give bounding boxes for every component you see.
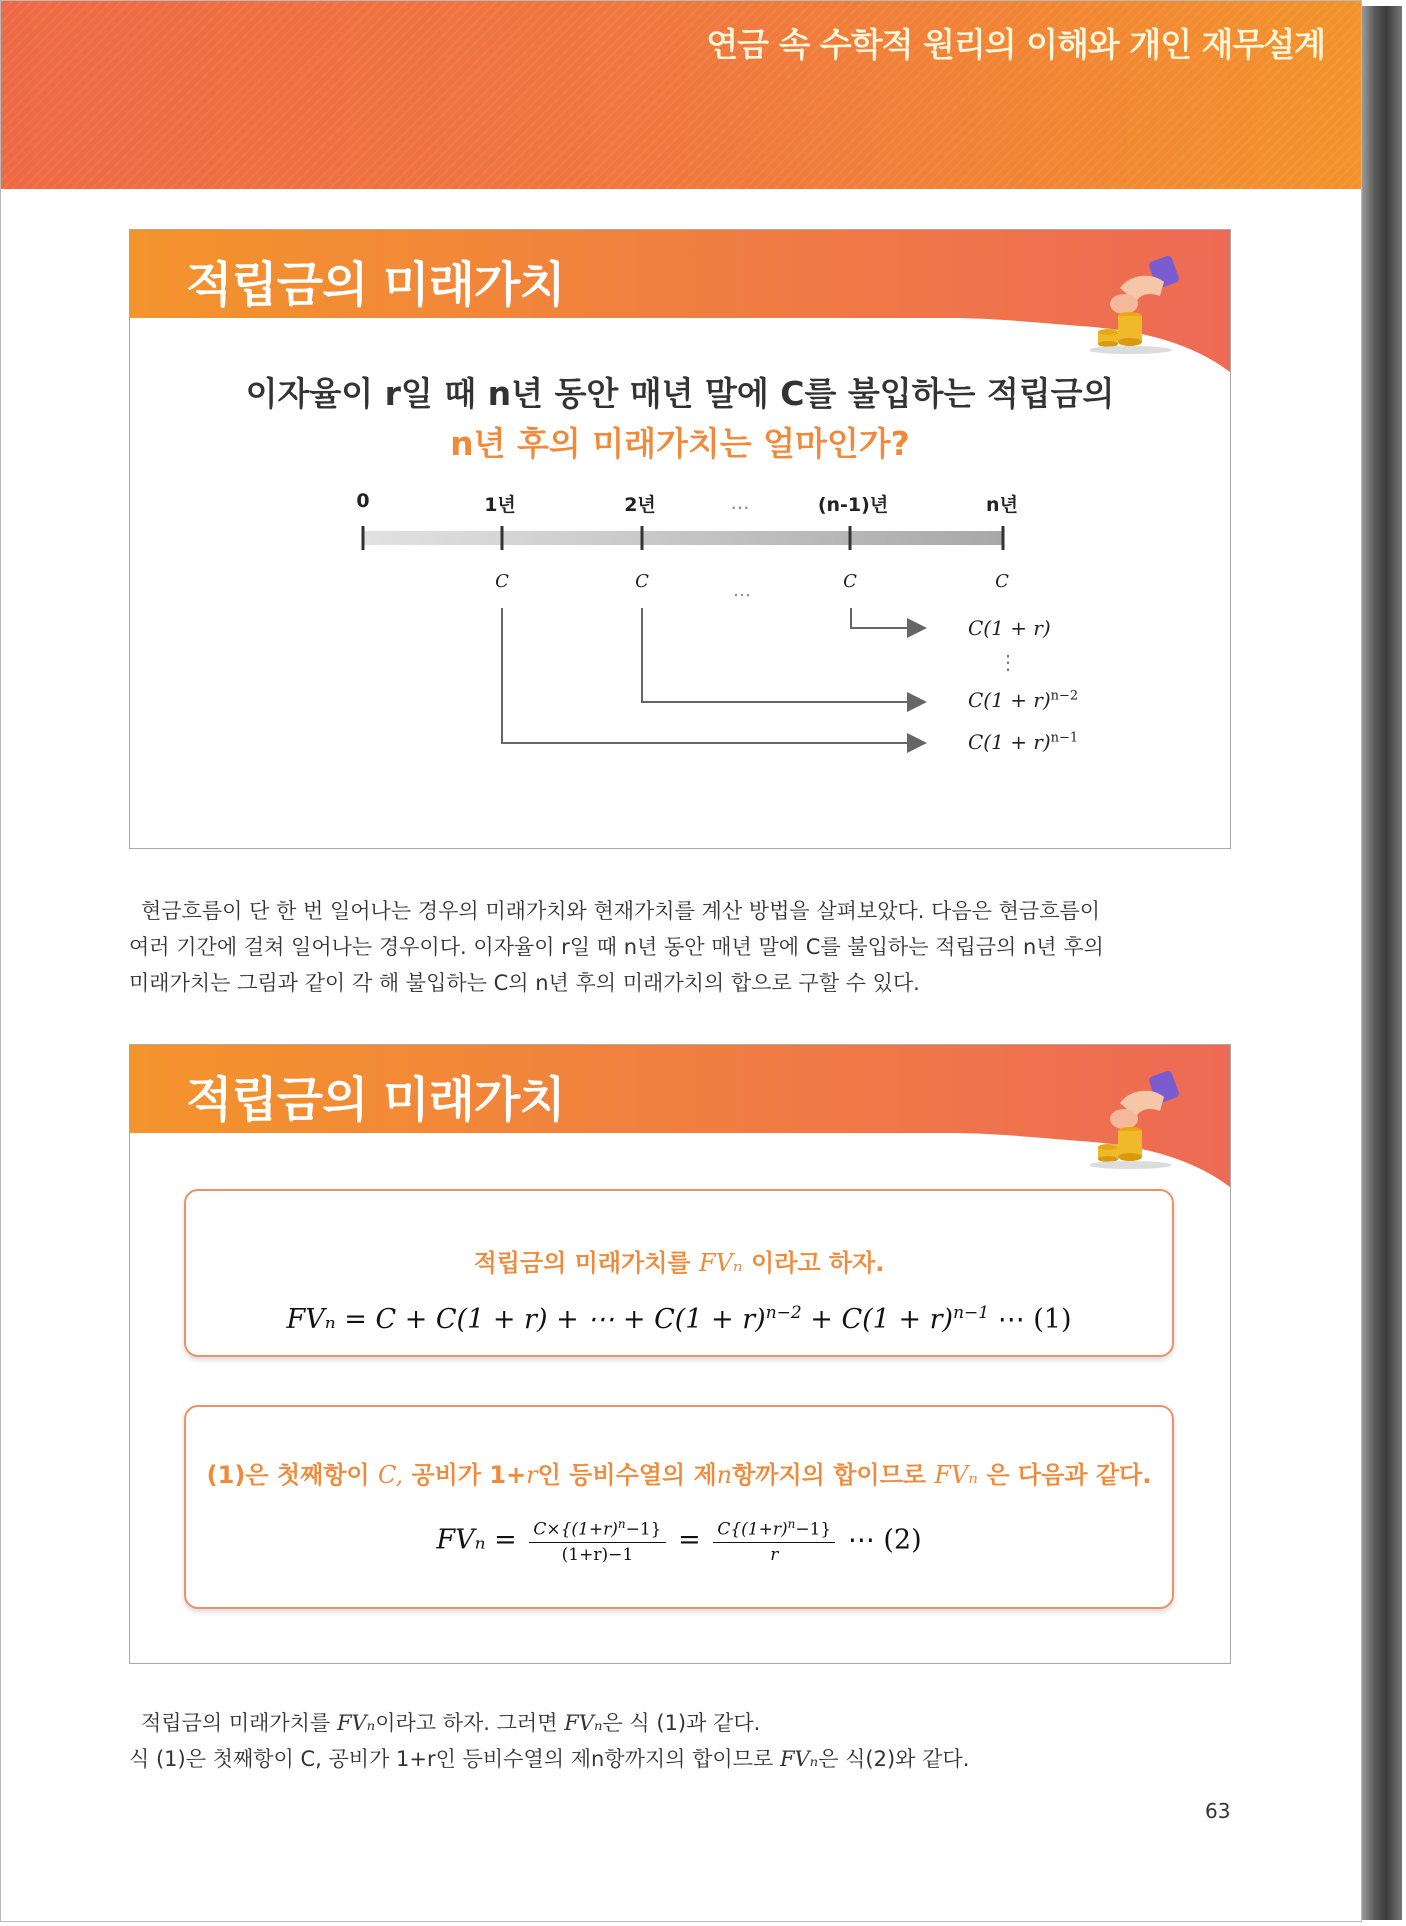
card-banner xyxy=(130,1045,1230,1155)
fraction-1: $\frac{C\times\{(1+r)^n-1\}}{(1+r)-1}$ xyxy=(529,1517,665,1565)
timeline-label-2: 2년 xyxy=(624,494,656,516)
arrow-2 xyxy=(642,608,923,702)
timeline-label-n-1: (n-1)년 xyxy=(817,494,889,516)
paragraph-1-line-3: 미래가치는 그림과 같이 각 해 불입하는 C의 n년 후의 미래가치의 합으로 구할 수 있다. xyxy=(129,971,920,995)
payment-n-1: C xyxy=(843,571,857,592)
formula-box-2 xyxy=(184,1405,1174,1609)
figure-card-formula xyxy=(129,1044,1231,1664)
paragraph-2-line-2: 식 (1)은 첫째항이 C, 공비가 1+r인 등비수열의 제n항까지의 합이므로 FVₙ은 식(2)와 같다. xyxy=(129,1747,970,1771)
header-title: 연금 속 수학적 원리의 이해와 개인 재무설계 xyxy=(706,25,1325,64)
body-paragraph-1 xyxy=(129,893,1229,1001)
question-line-1: 이자율이 r일 때 n년 동안 매년 말에 C를 불입하는 적립금의 xyxy=(245,374,1115,413)
coin-hand-icon xyxy=(1090,252,1200,362)
timeline-label-0: 0 xyxy=(356,490,370,512)
result-vdots: ⋮ xyxy=(998,650,1018,674)
payment-n: C xyxy=(995,571,1009,592)
timeline-label-ellipsis: … xyxy=(730,492,750,514)
card-title: 적립금의 미래가치 xyxy=(186,1072,565,1128)
paragraph-2-line-1: 적립금의 미래가치를 FVₙ이라고 하자. 그러면 FVₙ은 식 (1)과 같다. xyxy=(141,1711,761,1735)
result-2: $C(1 + r)^{n-2}$ xyxy=(968,688,1079,712)
fraction-2: $\frac{C\{(1+r)^n-1\}}{r}$ xyxy=(713,1517,835,1565)
coin-hand-icon xyxy=(1090,1067,1200,1177)
page-header xyxy=(1,1,1361,189)
payment-2: C xyxy=(635,571,649,592)
card-title: 적립금의 미래가치 xyxy=(186,257,565,313)
formula-box-1 xyxy=(184,1189,1174,1357)
formula-2: FVₙ = $\frac{C\times\{(1+r)^n-1\}}{(1+r)-1}$ = $\frac{C\{(1+r)^n-1\}}{r}$ ⋯ (2) xyxy=(436,1517,922,1565)
book-page-edge xyxy=(1362,6,1402,1920)
paragraph-1-line-1: 현금흐름이 단 한 번 일어나는 경우의 미래가치와 현재가치를 계산 방법을 살펴보았다. 다음은 현금흐름이 xyxy=(141,899,1101,923)
body-paragraph-2 xyxy=(129,1705,1229,1777)
payment-ellipsis: … xyxy=(733,580,751,601)
formula-1: FVₙ = C + C(1 + r) + ⋯ + $C(1 + r)^{n-2} + C(1 + r)^{n-1}$ ⋯ (1) xyxy=(286,1303,1072,1335)
page-number: 63 xyxy=(1205,1799,1231,1823)
timeline-label-1: 1년 xyxy=(484,494,516,516)
card-banner xyxy=(130,230,1230,340)
arrow-n-1 xyxy=(851,608,923,628)
figure-card-timeline xyxy=(129,229,1231,849)
result-n-1: C(1 + r) xyxy=(968,616,1051,640)
formula-1-caption: 적립금의 미래가치를 FVₙ 이라고 하자. xyxy=(473,1249,885,1277)
timeline-bar xyxy=(363,531,1004,545)
payment-1: C xyxy=(495,571,509,592)
cashflow-timeline xyxy=(130,490,1230,790)
timeline-label-n: n년 xyxy=(986,494,1018,516)
result-1: $C(1 + r)^{n-1}$ xyxy=(968,730,1079,754)
formula-2-caption: (1)은 첫째항이 C, 공비가 1+r인 등비수열의 제n항까지의 합이므로 FVₙ 은 다음과 같다. xyxy=(206,1461,1152,1489)
paragraph-1-line-2: 여러 기간에 걸쳐 일어나는 경우이다. 이자율이 r일 때 n년 동안 매년 말에 C를 불입하는 적립금의 n년 후의 xyxy=(129,935,1104,959)
question-line-2: n년 후의 미래가치는 얼마인가? xyxy=(450,424,910,463)
